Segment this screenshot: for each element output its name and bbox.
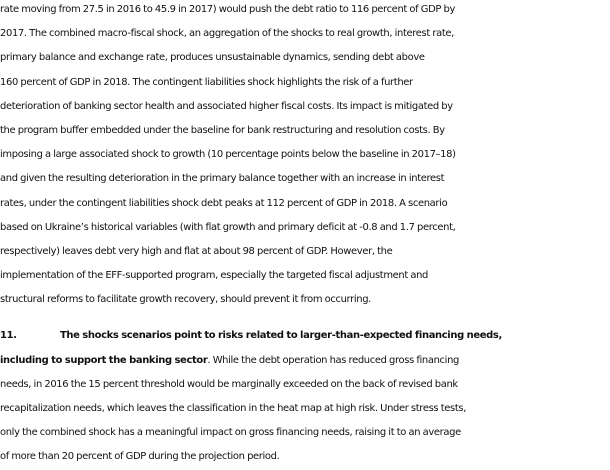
paragraph-lead-bold: including to support the banking sector bbox=[0, 354, 208, 366]
text-line bbox=[0, 349, 606, 373]
text-line: based on Ukraine’s historical variables (with flat growth and primary deficit at -0.8 and 1.7 percent, bbox=[0, 221, 456, 233]
paragraph-heading-line bbox=[0, 324, 606, 348]
text-line: and given the resulting deterioration in the primary balance together with an increase in interest bbox=[0, 173, 445, 185]
text-line: recapitalization needs, which leaves the classification in the heat map at high risk. Under stress tests, bbox=[0, 403, 467, 414]
text-span: . While the debt operation has reduced gross financing bbox=[207, 354, 459, 366]
paragraph-gap bbox=[0, 312, 606, 324]
text-line: structural reforms to facilitate growth recovery, should prevent it from occurring. bbox=[0, 294, 371, 306]
text-line: of more than 20 percent of GDP during the projection period. bbox=[0, 451, 280, 463]
text-line: respectively) leaves debt very high and flat at about 98 percent of GDP. However, the bbox=[0, 245, 393, 257]
paragraph-number: 11. bbox=[0, 330, 17, 342]
text-line: rates, under the contingent liabilities shock debt peaks at 112 percent of GDP in 2018. A scenario bbox=[0, 197, 448, 209]
text-line: imposing a large associated shock to growth (10 percentage points below the baseline in 2017–18) bbox=[0, 149, 456, 161]
text-line: only the combined shock has a meaningful impact on gross financing needs, raising it to an average bbox=[0, 427, 461, 439]
text-line: the program buffer embedded under the baseline for bank restructuring and resolution costs. By bbox=[0, 124, 445, 136]
text-line: primary balance and exchange rate, produces unsustainable dynamics, sending debt above bbox=[0, 52, 425, 64]
text-line: implementation of the EFF-supported program, especially the targeted fiscal adjustment and bbox=[0, 270, 429, 282]
text-line: deterioration of banking sector health and associated higher fiscal costs. Its impact is mitigated by bbox=[0, 100, 453, 112]
text-line: 2017. The combined macro-fiscal shock, an aggregation of the shocks to real growth, interest rate, bbox=[0, 28, 454, 40]
paragraph-11 bbox=[0, 324, 606, 469]
text-line: 160 percent of GDP in 2018. The contingent liabilities shock highlights the risk of a further bbox=[0, 76, 413, 88]
text-line: rate moving from 27.5 in 2016 to 45.9 in 2017) would push the debt ratio to 116 percent of GDP by bbox=[0, 4, 455, 15]
paragraph-lead-bold: The shocks scenarios point to risks related to larger-than-expected financing needs, bbox=[60, 330, 502, 342]
text-line: needs, in 2016 the 15 percent threshold would be marginally exceeded on the back of revised bank bbox=[0, 378, 458, 390]
